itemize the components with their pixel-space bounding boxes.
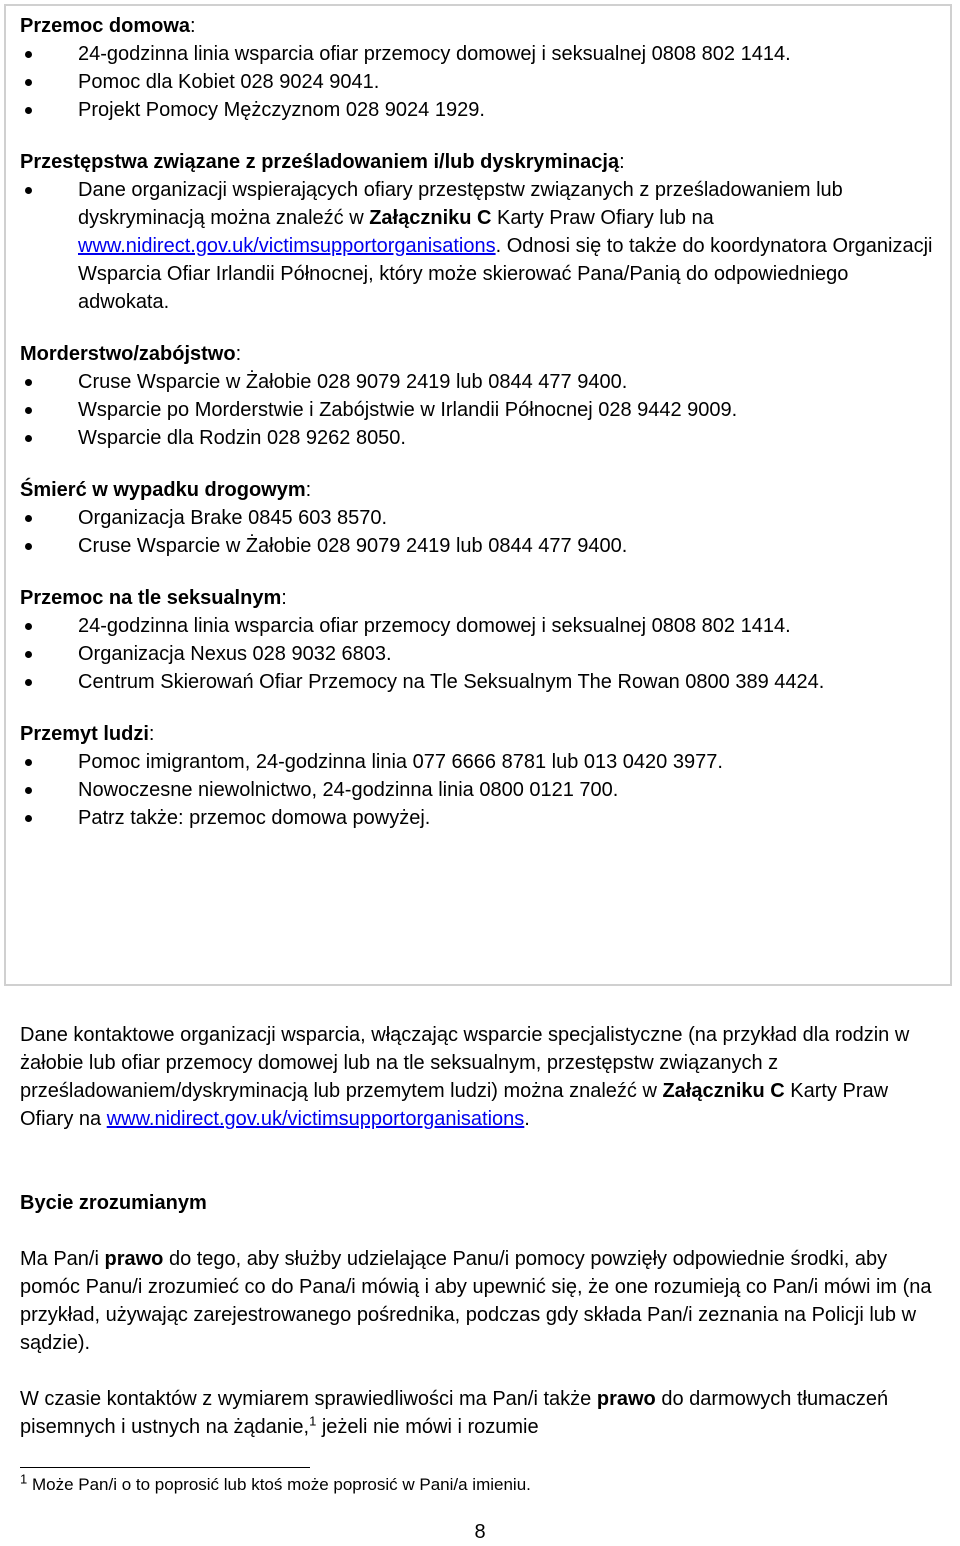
footnote: $^1$ Może Pan/i o to poprosić lub ktoś może poprosić w Pani/a imieniu. [20,1471,531,1494]
annex-c-bold: Załączniku C [662,1080,785,1102]
list-item: Pomoc imigrantom, 24-godzinna linia 077 6666 8781 lub 013 0420 3977. [20,748,936,776]
list-item: Centrum Skierowań Ofiar Przemocy na Tle Seksualnym The Rowan 0800 389 4424. [20,668,936,696]
section-title-murder: Morderstwo/zabójstwo: [20,343,242,365]
list-item: Dane organizacji wspierających ofiary przestępstw związanych z prześladowaniem lub dyskryminacją można znaleźć w Załączniku C Karty Praw Ofiary lub na www.nidirect.gov.uk/victimsupportorganisations. Odnosi się to także do koordynatora Organizacji Wsparcia Ofiar Irlandii Północnej, który może skierować Pana/Panią do odpowiedniego adwokata. [20,176,936,316]
annex-c-bold: Załączniku C [369,207,492,229]
list-item: Cruse Wsparcie w Żałobie 028 9079 2419 lub 0844 477 9400. [20,532,936,560]
list-item: 24-godzinna linia wsparcia ofiar przemocy domowej i seksualnej 0808 802 1414. [20,612,936,640]
list-domestic-violence [20,40,936,124]
list-human-trafficking [20,748,936,832]
footnote-marker: 1 [20,1471,28,1487]
right-to-understand-paragraph: Ma Pan/i prawo do tego, aby służby udzielające Panu/i pomocy powzięły odpowiednie środki, aby pomóc Panu/i zrozumieć co do Pana/i mówią i aby upewnić się, że one rozumieją co Pan/i mówi im (na przykład, używając zarejestrowanego pośrednika, podczas gdy składa Pan/i zeznania na Policji lub w sądzie). [20,1248,932,1354]
translation-paragraph: W czasie kontaktów z wymiarem sprawiedliwości ma Pan/i także prawo do darmowych tłumaczeń pisemnych i ustnych na żądanie,$^1$ jeżeli nie mówi i rozumie [20,1388,889,1438]
footnote-reference: 1 [309,1413,317,1429]
list-sexual-violence [20,612,936,696]
right-bold: prawo [104,1248,164,1270]
list-item: Wsparcie dla Rodzin 028 9262 8050. [20,424,936,452]
section-title-domestic-violence: Przemoc domowa: [20,15,196,37]
list-road-death [20,504,936,560]
list-item: Pomoc dla Kobiet 028 9024 9041. [20,68,936,96]
section-title-sexual-violence: Przemoc na tle seksualnym: [20,587,287,609]
list-item: Cruse Wsparcie w Żałobie 028 9079 2419 lub 0844 477 9400. [20,368,936,396]
section-title-human-trafficking: Przemyt ludzi: [20,723,155,745]
contact-paragraph: Dane kontaktowe organizacji wsparcia, włączając wsparcie specjalistyczne (na przykład dla rodzin w żałobie lub ofiar przemocy domowej lub na tle seksualnym, przestępstw związanych z prześladowaniem/dyskryminacją lub przemytem ludzi) można znaleźć w Załączniku C Karty Praw Ofiary na www.nidirect.gov.uk/victimsupportorganisations. [20,1024,910,1130]
list-hate-crime [20,176,936,316]
list-item: Nowoczesne niewolnictwo, 24-godzinna linia 0800 0121 700. [20,776,936,804]
victim-support-link[interactable]: www.nidirect.gov.uk/victimsupportorganisations [78,235,496,257]
footnote-divider [20,1467,310,1468]
victim-support-link[interactable]: www.nidirect.gov.uk/victimsupportorganisations [106,1108,525,1130]
heading-being-understood: Bycie zrozumianym [20,1192,207,1214]
list-item: Organizacja Nexus 028 9032 6803. [20,640,936,668]
right-bold: prawo [596,1388,656,1410]
page-number: 8 [474,1521,486,1543]
list-item: Wsparcie po Morderstwie i Zabójstwie w Irlandii Północnej 028 9442 9009. [20,396,936,424]
list-item: Projekt Pomocy Mężczyznom 028 9024 1929. [20,96,936,124]
list-item: Patrz także: przemoc domowa powyżej. [20,804,936,832]
list-item: Organizacja Brake 0845 603 8570. [20,504,936,532]
section-title-road-death: Śmierć w wypadku drogowym: [20,479,312,501]
section-title-hate-crime: Przestępstwa związane z prześladowaniem i/lub dyskryminacją: [20,151,625,173]
list-murder [20,368,936,452]
list-item: 24-godzinna linia wsparcia ofiar przemocy domowej i seksualnej 0808 802 1414. [20,40,936,68]
support-contacts-box [4,4,952,986]
